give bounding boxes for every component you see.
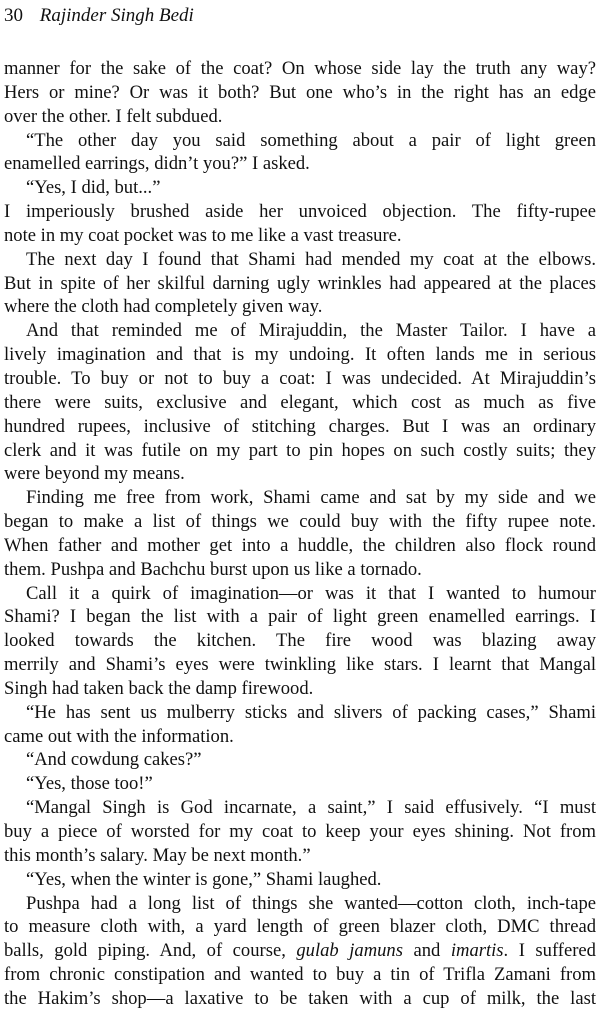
text-line: enamelled earrings, didn’t you?” I asked. — [4, 153, 310, 175]
paragraph-first-line: “And cowdung cakes?” — [26, 749, 202, 771]
text-line: Hers or mine? Or was it both? But one who’s in the right has an edge — [4, 81, 596, 103]
text-line: looked towards the kitchen. The fire wood was blazing away — [4, 630, 596, 652]
page-number: 30 — [4, 5, 23, 26]
text-line: lively imagination and that is my undoing. It often lands me in serious — [4, 344, 596, 366]
text-line: this month’s salary. May be next month.” — [4, 844, 311, 866]
paragraph-first-line: “He has sent us mulberry sticks and slivers of packing cases,” Shami — [26, 701, 596, 723]
text-line: Shami? I began the list with a pair of light green enamelled earrings. I — [4, 606, 596, 628]
paragraph-first-line: And that reminded me of Mirajuddin, the Master Tailor. I have a — [26, 320, 596, 342]
text-line: When father and mother get into a huddle, the children also flock round — [4, 534, 596, 556]
italic-term: imartis — [450, 940, 504, 962]
italic-term: gulab jamuns — [296, 940, 403, 962]
body-text — [4, 57, 596, 1011]
text-line: over the other. I felt subdued. — [4, 105, 223, 127]
text-line: to measure cloth with, a yard length of green blazer cloth, DMC thread — [4, 916, 596, 938]
text-line: them. Pushpa and Bachchu burst upon us like a tornado. — [4, 558, 422, 580]
paragraph-first-line: The next day I found that Shami had mended my coat at the elbows. — [26, 248, 596, 270]
text-line: from chronic constipation and wanted to buy a tin of Trifla Zamani from — [4, 964, 596, 986]
text-line: began to make a list of things we could buy with the fifty rupee note. — [4, 511, 596, 533]
text-line: trouble. To buy or not to buy a coat: I was undecided. At Mirajuddin’s — [4, 367, 596, 389]
text-line: Singh had taken back the damp firewood. — [4, 677, 314, 699]
paragraph-first-line: Call it a quirk of imagination—or was it that I wanted to humour — [26, 582, 596, 604]
paragraph-first-line: “Yes, I did, but...” — [26, 177, 161, 199]
text-line: where the cloth had completely given way. — [4, 296, 323, 318]
paragraph-first-line: I imperiously brushed aside her unvoiced objection. The fifty-rupee — [4, 201, 596, 223]
paragraph-first-line: “Yes, when the winter is gone,” Shami laughed. — [26, 868, 382, 890]
paragraph-first-line: Finding me free from work, Shami came and sat by my side and we — [26, 487, 596, 509]
text-line: there were suits, exclusive and elegant, which cost as much as five — [4, 391, 596, 413]
paragraph-first-line: “Yes, those too!” — [26, 773, 153, 795]
paragraph-first-line: “The other day you said something about a pair of light green — [26, 129, 596, 151]
text-line: the Hakim’s shop—a laxative to be taken with a cup of milk, the last — [4, 987, 596, 1009]
text-line: manner for the sake of the coat? On whose side lay the truth any way? — [4, 58, 596, 79]
text-line: came out with the information. — [4, 725, 234, 747]
text-line: merrily and Shami’s eyes were twinkling like stars. I learnt that Mangal — [4, 654, 596, 676]
text-line: But in spite of her skilful darning ugly wrinkles had appeared at the places — [4, 272, 596, 294]
text-line: note in my coat pocket was to me like a vast treasure. — [4, 224, 402, 246]
text-line: balls, gold piping. And, of course, gulab jamuns and imartis. I suffered — [4, 940, 596, 962]
text-line: hundred rupees, inclusive of stitching charges. But I was an ordinary — [4, 415, 596, 437]
paragraph-first-line: “Mangal Singh is God incarnate, a saint,” I said effusively. “I must — [26, 797, 596, 819]
text-line: clerk and it was futile on my part to pin hopes on such costly suits; they — [4, 439, 596, 461]
paragraph-first-line: Pushpa had a long list of things she wanted—cotton cloth, inch-tape — [26, 892, 596, 914]
text-line: were beyond my means. — [4, 463, 185, 485]
running-title: Rajinder Singh Bedi — [39, 5, 194, 26]
text-line: buy a piece of worsted for my coat to keep your eyes shining. Not from — [4, 821, 596, 842]
running-header — [4, 4, 194, 28]
